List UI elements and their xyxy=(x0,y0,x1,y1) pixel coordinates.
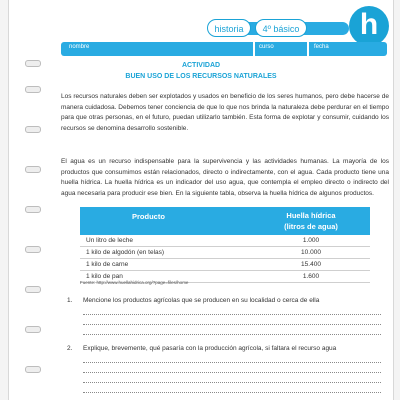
binder-ring xyxy=(25,246,41,253)
product-cell: 1 kilo de carne xyxy=(86,261,129,268)
intro-paragraph: Los recursos naturales deben ser explotados y usados en beneficio de los seres humanos, pero debe hacerse de manera cuidadosa. Debemos tener conciencia de que lo que nos brinda la naturaleza debe perdurar en el tiempo para que otras personas, en el futuro, puedan utilizarlo también. Esta forma de explotar y consumir, cuidando los recursos se denomina desarrollo sostenible. xyxy=(61,93,389,132)
footprint-cell: 1.600 xyxy=(302,273,320,280)
table-row xyxy=(80,259,370,271)
binder-ring xyxy=(25,126,41,133)
divider xyxy=(253,42,255,56)
question-number: 2. xyxy=(67,345,73,352)
answer-line[interactable] xyxy=(83,334,381,335)
answer-line[interactable] xyxy=(83,382,381,383)
student-info-bar xyxy=(61,42,387,56)
question-number: 1. xyxy=(67,297,73,304)
answer-line[interactable] xyxy=(83,362,381,363)
answer-line[interactable] xyxy=(83,392,381,393)
water-footprint-table xyxy=(80,207,370,283)
column-header-footprint-unit: (litros de agua) xyxy=(284,222,338,231)
product-cell: 1 kilo de algodón (en telas) xyxy=(86,249,165,256)
activity-label: ACTIVIDAD xyxy=(181,62,221,69)
footprint-cell: 1.000 xyxy=(302,237,320,244)
brand-logo: h xyxy=(349,6,389,46)
column-header-footprint xyxy=(261,210,361,232)
worksheet-page xyxy=(8,0,394,400)
water-paragraph: El agua es un recurso indispensable para la supervivencia y las actividades humanas. La mayoría de los productos que consumimos están relacionados, directo o indirectamente, con el agua. Cada producto tiene una huella hídrica. La huella hídrica es un indicador del uso agua, que contempla el empleo directo o indirecto del agua necesaria para producir ese bien. En la siguiente tabla, observa la huella hídrica de algunos productos. xyxy=(61,158,389,197)
table-row xyxy=(80,235,370,247)
question-text: Explique, brevemente, qué pasaría con la producción agrícola, si faltara el recurso agua xyxy=(83,345,337,352)
binder-ring xyxy=(25,286,41,293)
answer-line[interactable] xyxy=(83,324,381,325)
binder-ring xyxy=(25,86,41,93)
question-text: Mencione los productos agrícolas que se producen en su localidad o cerca de ella xyxy=(83,297,320,304)
column-header-footprint-title: Huella hídrica xyxy=(286,211,336,220)
divider xyxy=(307,42,309,56)
page-title: BUEN USO DE LOS RECURSOS NATURALES xyxy=(125,73,277,80)
header-pills xyxy=(207,19,307,37)
binder-ring xyxy=(25,326,41,333)
column-header-product: Producto xyxy=(132,212,165,221)
course-label: curso xyxy=(259,44,274,50)
binder-ring xyxy=(25,366,41,373)
product-cell: 1 kilo de pan xyxy=(86,273,123,280)
answer-line[interactable] xyxy=(83,372,381,373)
table-header xyxy=(80,207,370,235)
binder-ring xyxy=(25,166,41,173)
name-label: nombre xyxy=(69,44,90,50)
answer-line[interactable] xyxy=(83,314,381,315)
footprint-cell: 15.400 xyxy=(301,261,321,268)
binder-ring xyxy=(25,206,41,213)
grade-badge: 4º básico xyxy=(255,19,307,37)
subject-badge: historia xyxy=(207,19,251,37)
table-row xyxy=(80,247,370,259)
date-label: fecha xyxy=(314,44,329,50)
footprint-cell: 10.000 xyxy=(301,249,321,256)
product-cell: Un litro de leche xyxy=(86,237,133,244)
table-source: Fuente: http://www.huellahidrica.org/?page=files/home xyxy=(80,280,189,285)
